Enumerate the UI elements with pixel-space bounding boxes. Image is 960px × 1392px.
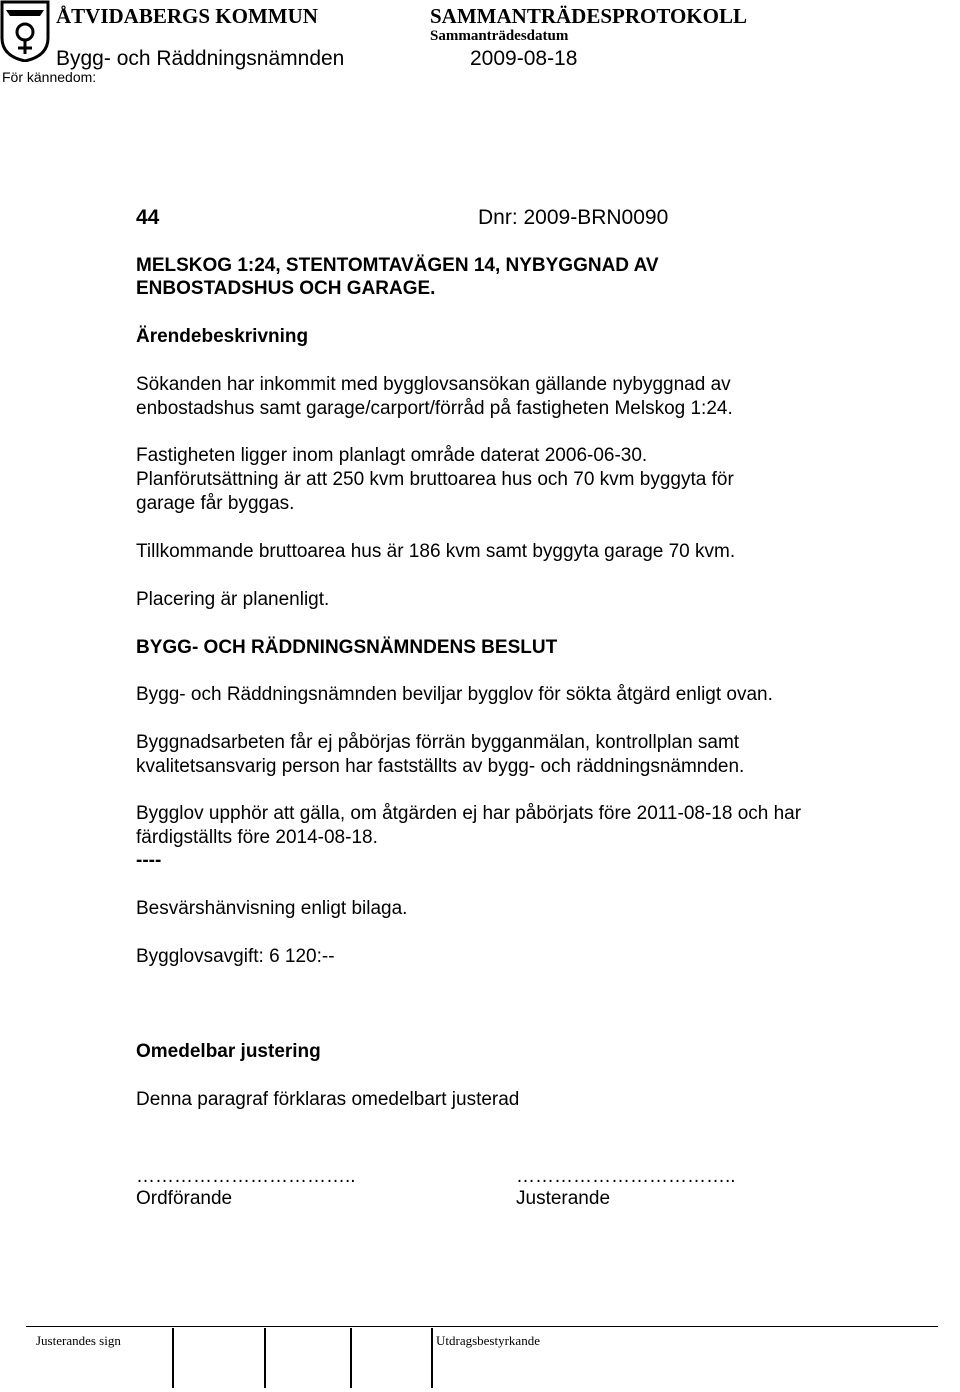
decision-heading: BYGG- OCH RÄDDNINGSNÄMNDENS BESLUT	[136, 637, 558, 658]
board-name: Bygg- och Räddningsnämnden	[56, 47, 345, 70]
municipality-crest-icon	[0, 0, 50, 62]
extract-cert-label: Utdragsbestyrkande	[436, 1333, 540, 1348]
paragraph-number: 44	[136, 206, 160, 229]
description-p1-line1: Sökanden har inkommit med bygglovsansökan gällande nybyggnad av	[136, 374, 731, 395]
case-title-line2: ENBOSTADSHUS OCH GARAGE.	[136, 278, 436, 299]
chair-label: Ordförande	[136, 1188, 233, 1209]
description-p3: Tillkommande bruttoarea hus är 186 kvm samt byggyta garage 70 kvm.	[136, 541, 736, 562]
adjuster-label: Justerande	[516, 1188, 611, 1209]
case-number: Dnr: 2009-BRN0090	[478, 206, 669, 229]
appeal-note: Besvärshänvisning enligt bilaga.	[136, 898, 408, 919]
sign-box-divider	[264, 1328, 266, 1388]
organisation-name: ÅTVIDABERGS KOMMUN	[56, 4, 318, 28]
meeting-date: 2009-08-18	[470, 47, 578, 70]
description-heading: Ärendebeskrivning	[136, 326, 309, 347]
document-type: SAMMANTRÄDESPROTOKOLL	[430, 4, 747, 28]
description-p2-line3: garage får byggas.	[136, 493, 295, 514]
adjusters-sign-label: Justerandes sign	[36, 1333, 121, 1348]
adjustment-heading: Omedelbar justering	[136, 1041, 321, 1062]
sign-box-divider	[172, 1328, 174, 1388]
decision-p3-line2: färdigställts före 2014-08-18.	[136, 827, 378, 848]
footer-divider	[26, 1326, 938, 1327]
decision-p2-line1: Byggnadsarbeten får ej påbörjas förrän bygganmälan, kontrollplan samt	[136, 732, 740, 753]
adjuster-signature-line: ……………………………..	[516, 1166, 736, 1187]
chair-signature-line: ……………………………..	[136, 1166, 356, 1187]
case-title-line1: MELSKOG 1:24, STENTOMTAVÄGEN 14, NYBYGGNAD AV	[136, 255, 659, 276]
permit-fee: Bygglovsavgift: 6 120:--	[136, 946, 335, 967]
decision-p1: Bygg- och Räddningsnämnden beviljar bygglov för sökta åtgärd enligt ovan.	[136, 684, 773, 705]
sign-box-divider	[350, 1328, 352, 1388]
decision-p2-line2: kvalitetsansvarig person har fastställts av bygg- och räddningsnämnden.	[136, 756, 745, 777]
decision-p3-line1: Bygglov upphör att gälla, om åtgärden ej har påbörjats före 2011-08-18 och har	[136, 803, 802, 824]
sign-box-divider	[431, 1328, 433, 1388]
meeting-date-label: Sammanträdesdatum	[430, 28, 569, 44]
adjustment-text: Denna paragraf förklaras omedelbart justerad	[136, 1089, 520, 1110]
decision-separator: ----	[136, 850, 162, 871]
description-p2-line1: Fastigheten ligger inom planlagt område daterat 2006-06-30.	[136, 445, 648, 466]
description-p2-line2: Planförutsättning är att 250 kvm bruttoarea hus och 70 kvm byggyta för	[136, 469, 734, 490]
description-p1-line2: enbostadshus samt garage/carport/förråd på fastigheten Melskog 1:24.	[136, 398, 733, 419]
for-info-label: För kännedom:	[2, 69, 97, 85]
description-p4: Placering är planenligt.	[136, 589, 330, 610]
